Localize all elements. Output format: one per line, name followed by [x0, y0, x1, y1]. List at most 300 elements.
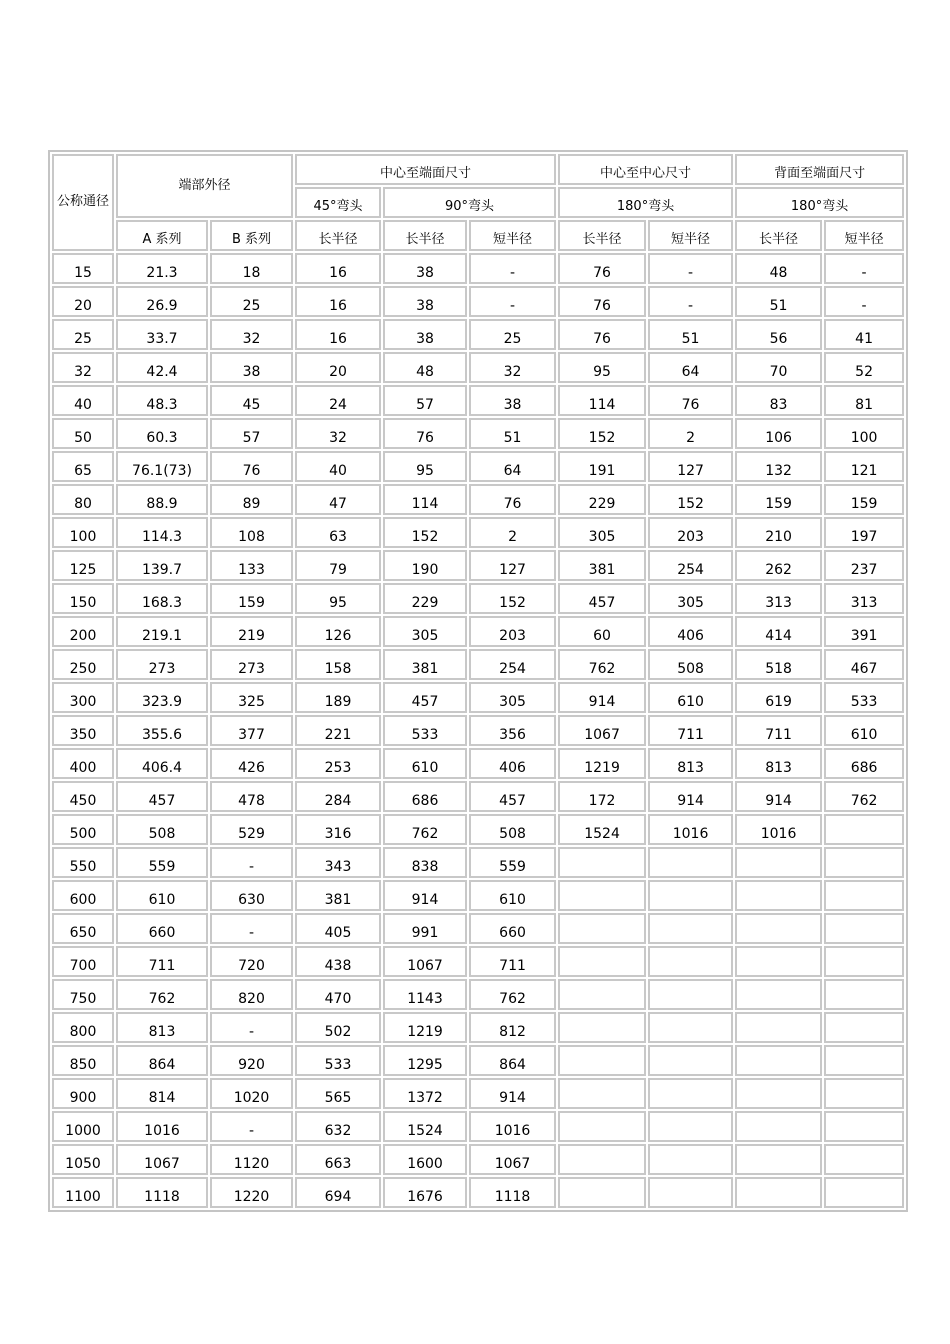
- table-cell: 812: [469, 1012, 556, 1043]
- table-cell: 610: [116, 880, 208, 911]
- end-od-header: 端部外径: [116, 154, 293, 218]
- table-cell: 38: [383, 286, 467, 317]
- table-cell: 470: [295, 979, 381, 1010]
- table-cell: 550: [52, 847, 114, 878]
- table-row: [52, 253, 904, 284]
- table-body: [52, 154, 904, 1208]
- table-cell: 711: [469, 946, 556, 977]
- table-cell: 152: [469, 583, 556, 614]
- table-cell: 108: [210, 517, 293, 548]
- table-cell: 457: [558, 583, 646, 614]
- table-cell: [648, 1078, 733, 1109]
- table-cell: 250: [52, 649, 114, 680]
- table-cell: 478: [210, 781, 293, 812]
- long-radius-be-header: 长半径: [735, 220, 822, 251]
- table-cell: 25: [210, 286, 293, 317]
- table-cell: 38: [383, 253, 467, 284]
- table-cell: 76: [648, 385, 733, 416]
- table-cell: 920: [210, 1045, 293, 1076]
- table-cell: 467: [824, 649, 904, 680]
- table-cell: 1524: [383, 1111, 467, 1142]
- table-row: [52, 484, 904, 515]
- table-cell: 1016: [735, 814, 822, 845]
- table-cell: 529: [210, 814, 293, 845]
- table-cell: 350: [52, 715, 114, 746]
- table-cell: 172: [558, 781, 646, 812]
- table-cell: 15: [52, 253, 114, 284]
- table-cell: 650: [52, 913, 114, 944]
- table-cell: 1000: [52, 1111, 114, 1142]
- table-cell: [735, 880, 822, 911]
- table-cell: 508: [116, 814, 208, 845]
- table-row: [52, 1078, 904, 1109]
- table-cell: 762: [116, 979, 208, 1010]
- table-cell: 762: [383, 814, 467, 845]
- table-cell: 2: [469, 517, 556, 548]
- table-row: [52, 418, 904, 449]
- table-cell: 79: [295, 550, 381, 581]
- table-cell: 1118: [469, 1177, 556, 1208]
- table-cell: -: [210, 1111, 293, 1142]
- table-cell: 65: [52, 451, 114, 482]
- table-row: [52, 1045, 904, 1076]
- dimension-table-container: [48, 150, 902, 1212]
- center-to-end-header: 中心至端面尺寸: [295, 154, 556, 185]
- table-cell: 32: [469, 352, 556, 383]
- table-cell: 632: [295, 1111, 381, 1142]
- table-cell: 457: [469, 781, 556, 812]
- table-row: [52, 847, 904, 878]
- table-cell: 1219: [383, 1012, 467, 1043]
- table-cell: 197: [824, 517, 904, 548]
- short-radius-be-header: 短半径: [824, 220, 904, 251]
- table-row: [52, 352, 904, 383]
- table-cell: 711: [735, 715, 822, 746]
- table-cell: [558, 880, 646, 911]
- elbow-dimension-table: [48, 150, 908, 1212]
- long-radius-cc-header: 长半径: [558, 220, 646, 251]
- table-cell: 38: [210, 352, 293, 383]
- table-cell: [558, 1177, 646, 1208]
- table-cell: [648, 1045, 733, 1076]
- table-cell: [824, 847, 904, 878]
- table-cell: 391: [824, 616, 904, 647]
- table-cell: -: [648, 253, 733, 284]
- table-cell: [648, 1144, 733, 1175]
- table-cell: 51: [469, 418, 556, 449]
- table-cell: 820: [210, 979, 293, 1010]
- table-cell: 450: [52, 781, 114, 812]
- table-row: [52, 550, 904, 581]
- table-cell: 159: [735, 484, 822, 515]
- table-cell: 60.3: [116, 418, 208, 449]
- table-cell: [558, 1144, 646, 1175]
- table-cell: 991: [383, 913, 467, 944]
- table-cell: 565: [295, 1078, 381, 1109]
- table-cell: [824, 946, 904, 977]
- table-cell: 762: [469, 979, 556, 1010]
- table-cell: 426: [210, 748, 293, 779]
- table-cell: 313: [824, 583, 904, 614]
- table-cell: 381: [383, 649, 467, 680]
- series-a-header: A 系列: [116, 220, 208, 251]
- table-cell: 26.9: [116, 286, 208, 317]
- table-cell: 711: [116, 946, 208, 977]
- table-cell: [735, 946, 822, 977]
- table-row: [52, 946, 904, 977]
- table-cell: 750: [52, 979, 114, 1010]
- table-cell: 1143: [383, 979, 467, 1010]
- table-cell: [648, 913, 733, 944]
- table-cell: 56: [735, 319, 822, 350]
- table-cell: 914: [383, 880, 467, 911]
- short-radius-cc-header: 短半径: [648, 220, 733, 251]
- table-cell: 600: [52, 880, 114, 911]
- back-to-end-header: 背面至端面尺寸: [735, 154, 904, 185]
- table-cell: 533: [295, 1045, 381, 1076]
- table-cell: -: [469, 253, 556, 284]
- table-cell: 1372: [383, 1078, 467, 1109]
- table-cell: 76: [383, 418, 467, 449]
- table-cell: [558, 979, 646, 1010]
- table-row: [52, 781, 904, 812]
- table-cell: 189: [295, 682, 381, 713]
- table-cell: -: [210, 847, 293, 878]
- table-cell: 80: [52, 484, 114, 515]
- table-cell: 191: [558, 451, 646, 482]
- table-cell: 559: [469, 847, 556, 878]
- table-cell: [648, 979, 733, 1010]
- center-to-center-header: 中心至中心尺寸: [558, 154, 733, 185]
- elbow-90-header: 90°弯头: [383, 187, 556, 218]
- table-cell: 914: [558, 682, 646, 713]
- table-cell: 1067: [469, 1144, 556, 1175]
- table-cell: 42.4: [116, 352, 208, 383]
- table-cell: 219: [210, 616, 293, 647]
- table-cell: 20: [295, 352, 381, 383]
- table-cell: 25: [469, 319, 556, 350]
- table-cell: 40: [295, 451, 381, 482]
- series-b-header: B 系列: [210, 220, 293, 251]
- table-cell: 630: [210, 880, 293, 911]
- table-cell: 273: [210, 649, 293, 680]
- table-cell: -: [210, 913, 293, 944]
- table-cell: 60: [558, 616, 646, 647]
- table-cell: 850: [52, 1045, 114, 1076]
- table-cell: -: [469, 286, 556, 317]
- table-cell: 406: [469, 748, 556, 779]
- table-cell: 1120: [210, 1144, 293, 1175]
- table-cell: 457: [116, 781, 208, 812]
- table-cell: 1295: [383, 1045, 467, 1076]
- table-cell: [824, 880, 904, 911]
- table-cell: 1067: [116, 1144, 208, 1175]
- table-cell: 127: [469, 550, 556, 581]
- table-cell: 32: [52, 352, 114, 383]
- table-row: [52, 649, 904, 680]
- table-cell: 610: [648, 682, 733, 713]
- table-cell: 125: [52, 550, 114, 581]
- table-cell: 305: [383, 616, 467, 647]
- table-cell: 1219: [558, 748, 646, 779]
- nominal-size-header: 公称通径: [52, 154, 114, 251]
- table-cell: 1118: [116, 1177, 208, 1208]
- table-cell: 619: [735, 682, 822, 713]
- table-cell: 33.7: [116, 319, 208, 350]
- table-cell: 356: [469, 715, 556, 746]
- header-row-3: [52, 220, 904, 251]
- table-cell: 95: [383, 451, 467, 482]
- table-cell: [824, 814, 904, 845]
- table-cell: 158: [295, 649, 381, 680]
- table-cell: 914: [735, 781, 822, 812]
- table-row: [52, 748, 904, 779]
- table-cell: 864: [469, 1045, 556, 1076]
- table-cell: [735, 1078, 822, 1109]
- table-row: [52, 1177, 904, 1208]
- table-cell: 355.6: [116, 715, 208, 746]
- table-cell: 114: [558, 385, 646, 416]
- elbow-45-header: 45°弯头: [295, 187, 381, 218]
- table-cell: 21.3: [116, 253, 208, 284]
- table-cell: 100: [52, 517, 114, 548]
- table-cell: 57: [383, 385, 467, 416]
- table-cell: 762: [558, 649, 646, 680]
- table-cell: 203: [648, 517, 733, 548]
- table-row: [52, 979, 904, 1010]
- table-cell: 262: [735, 550, 822, 581]
- table-cell: 48: [383, 352, 467, 383]
- table-cell: [735, 913, 822, 944]
- table-cell: 660: [116, 913, 208, 944]
- table-row: [52, 682, 904, 713]
- table-cell: 237: [824, 550, 904, 581]
- long-radius-90-header: 长半径: [383, 220, 467, 251]
- table-cell: 610: [383, 748, 467, 779]
- table-cell: 38: [469, 385, 556, 416]
- table-cell: [558, 1078, 646, 1109]
- table-cell: 210: [735, 517, 822, 548]
- table-cell: 47: [295, 484, 381, 515]
- table-cell: 1067: [383, 946, 467, 977]
- table-cell: [824, 1012, 904, 1043]
- table-row: [52, 451, 904, 482]
- table-cell: 100: [824, 418, 904, 449]
- table-cell: [735, 1111, 822, 1142]
- table-cell: 1016: [116, 1111, 208, 1142]
- table-cell: 76: [558, 319, 646, 350]
- table-cell: 1016: [648, 814, 733, 845]
- table-cell: [735, 1012, 822, 1043]
- table-row: [52, 319, 904, 350]
- table-cell: 864: [116, 1045, 208, 1076]
- table-row: [52, 715, 904, 746]
- table-cell: [558, 1012, 646, 1043]
- table-row: [52, 814, 904, 845]
- table-cell: 559: [116, 847, 208, 878]
- table-cell: 221: [295, 715, 381, 746]
- table-cell: [824, 1045, 904, 1076]
- table-cell: 229: [383, 583, 467, 614]
- table-cell: 914: [648, 781, 733, 812]
- table-cell: 284: [295, 781, 381, 812]
- table-cell: [648, 1111, 733, 1142]
- table-cell: 48.3: [116, 385, 208, 416]
- table-cell: [648, 1012, 733, 1043]
- table-cell: [824, 1111, 904, 1142]
- table-cell: 20: [52, 286, 114, 317]
- table-cell: 81: [824, 385, 904, 416]
- table-cell: 1100: [52, 1177, 114, 1208]
- header-row-1: [52, 154, 904, 185]
- table-cell: 48: [735, 253, 822, 284]
- table-cell: 1020: [210, 1078, 293, 1109]
- table-row: [52, 913, 904, 944]
- table-cell: 51: [735, 286, 822, 317]
- table-cell: 152: [383, 517, 467, 548]
- table-cell: 24: [295, 385, 381, 416]
- table-cell: 813: [735, 748, 822, 779]
- table-cell: 76: [469, 484, 556, 515]
- table-row: [52, 385, 904, 416]
- table-cell: [648, 946, 733, 977]
- table-cell: 273: [116, 649, 208, 680]
- table-cell: [558, 946, 646, 977]
- table-cell: 1016: [469, 1111, 556, 1142]
- table-cell: 89: [210, 484, 293, 515]
- table-cell: [558, 913, 646, 944]
- table-cell: 254: [469, 649, 556, 680]
- table-cell: 126: [295, 616, 381, 647]
- table-cell: 305: [558, 517, 646, 548]
- table-cell: [558, 847, 646, 878]
- elbow-180-cc-header: 180°弯头: [558, 187, 733, 218]
- table-cell: -: [210, 1012, 293, 1043]
- table-cell: 700: [52, 946, 114, 977]
- table-cell: [824, 913, 904, 944]
- table-cell: 114: [383, 484, 467, 515]
- table-cell: -: [824, 253, 904, 284]
- short-radius-90-header: 短半径: [469, 220, 556, 251]
- table-cell: 18: [210, 253, 293, 284]
- table-cell: 152: [558, 418, 646, 449]
- table-row: [52, 583, 904, 614]
- table-cell: 121: [824, 451, 904, 482]
- table-cell: 381: [558, 550, 646, 581]
- table-cell: 325: [210, 682, 293, 713]
- table-row: [52, 1111, 904, 1142]
- long-radius-45-header: 长半径: [295, 220, 381, 251]
- table-cell: 400: [52, 748, 114, 779]
- elbow-180-be-header: 180°弯头: [735, 187, 904, 218]
- table-row: [52, 1012, 904, 1043]
- table-cell: 313: [735, 583, 822, 614]
- table-cell: [735, 1045, 822, 1076]
- table-cell: 405: [295, 913, 381, 944]
- table-cell: 45: [210, 385, 293, 416]
- table-cell: [558, 1045, 646, 1076]
- table-cell: 76: [210, 451, 293, 482]
- table-cell: 190: [383, 550, 467, 581]
- table-cell: 500: [52, 814, 114, 845]
- table-cell: 323.9: [116, 682, 208, 713]
- table-cell: 83: [735, 385, 822, 416]
- table-cell: 52: [824, 352, 904, 383]
- table-cell: 95: [295, 583, 381, 614]
- table-cell: 133: [210, 550, 293, 581]
- table-cell: 203: [469, 616, 556, 647]
- table-cell: 686: [824, 748, 904, 779]
- table-cell: 106: [735, 418, 822, 449]
- table-cell: [735, 847, 822, 878]
- table-cell: 132: [735, 451, 822, 482]
- table-cell: [824, 979, 904, 1010]
- table-cell: [735, 1144, 822, 1175]
- table-cell: 1067: [558, 715, 646, 746]
- table-cell: 813: [648, 748, 733, 779]
- table-cell: 16: [295, 286, 381, 317]
- table-row: [52, 517, 904, 548]
- table-cell: 63: [295, 517, 381, 548]
- table-row: [52, 880, 904, 911]
- table-cell: [824, 1144, 904, 1175]
- table-row: [52, 1144, 904, 1175]
- table-cell: 64: [469, 451, 556, 482]
- table-cell: [735, 979, 822, 1010]
- table-cell: 139.7: [116, 550, 208, 581]
- table-cell: 711: [648, 715, 733, 746]
- table-cell: [648, 880, 733, 911]
- table-cell: [648, 1177, 733, 1208]
- table-cell: 16: [295, 253, 381, 284]
- table-cell: [558, 1111, 646, 1142]
- table-cell: 900: [52, 1078, 114, 1109]
- table-cell: 254: [648, 550, 733, 581]
- table-cell: 914: [469, 1078, 556, 1109]
- table-cell: 70: [735, 352, 822, 383]
- table-cell: 533: [383, 715, 467, 746]
- table-cell: [735, 1177, 822, 1208]
- table-cell: 253: [295, 748, 381, 779]
- table-cell: 414: [735, 616, 822, 647]
- table-cell: 800: [52, 1012, 114, 1043]
- table-cell: 813: [116, 1012, 208, 1043]
- table-cell: [648, 847, 733, 878]
- table-cell: 457: [383, 682, 467, 713]
- table-cell: 610: [469, 880, 556, 911]
- table-cell: 305: [648, 583, 733, 614]
- table-cell: 88.9: [116, 484, 208, 515]
- table-cell: 50: [52, 418, 114, 449]
- table-cell: 32: [210, 319, 293, 350]
- table-cell: 518: [735, 649, 822, 680]
- table-cell: 57: [210, 418, 293, 449]
- table-cell: 377: [210, 715, 293, 746]
- table-cell: 533: [824, 682, 904, 713]
- table-cell: 41: [824, 319, 904, 350]
- table-cell: 168.3: [116, 583, 208, 614]
- table-cell: 76: [558, 286, 646, 317]
- table-cell: 663: [295, 1144, 381, 1175]
- table-cell: 152: [648, 484, 733, 515]
- table-cell: 838: [383, 847, 467, 878]
- table-cell: [824, 1078, 904, 1109]
- table-cell: 219.1: [116, 616, 208, 647]
- table-cell: 38: [383, 319, 467, 350]
- table-cell: -: [648, 286, 733, 317]
- table-cell: 159: [824, 484, 904, 515]
- table-cell: 127: [648, 451, 733, 482]
